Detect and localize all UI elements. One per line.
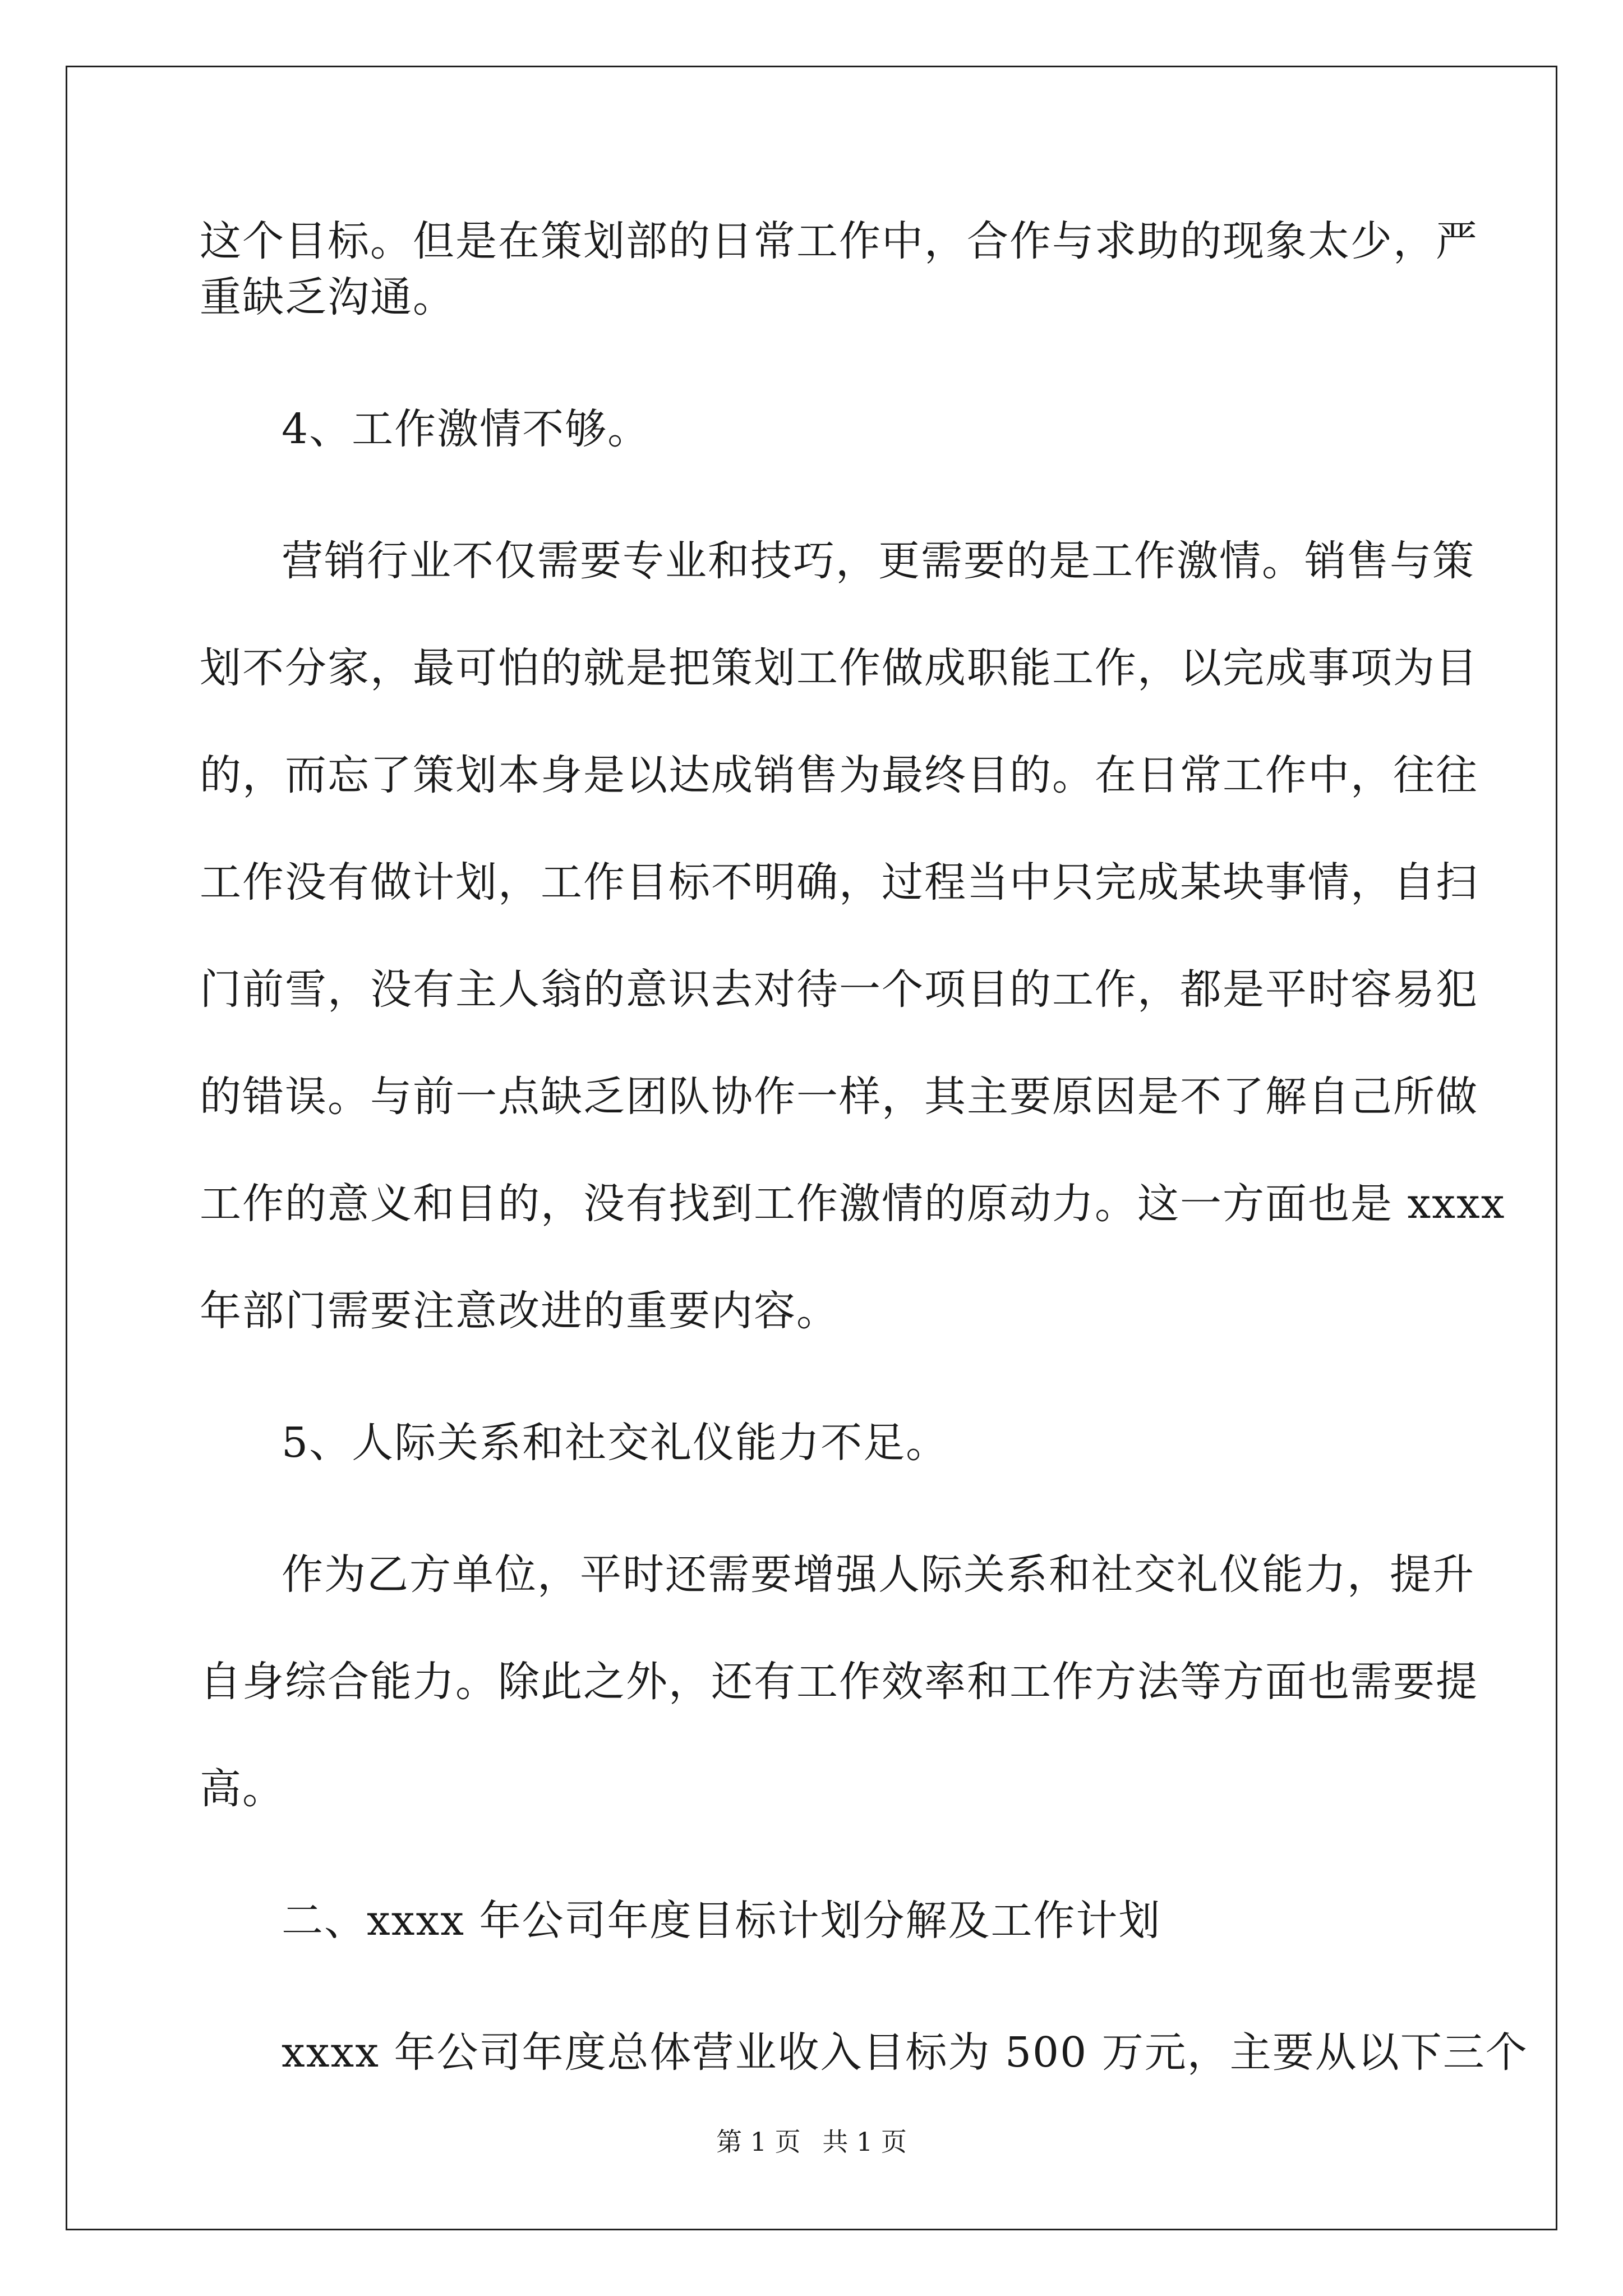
paragraph-line: 工作没有做计划，工作目标不明确，过程当中只完成某块事情，自扫: [200, 858, 1478, 907]
document-body: [200, 213, 1528, 2081]
page-number-current: 第 1 页: [716, 2127, 801, 2157]
paragraph-line: 高。: [200, 1765, 285, 1813]
paragraph-line: 划不分家，最可怕的就是把策划工作做成职能工作，以完成事项为目: [200, 644, 1478, 692]
section-heading: 5、人际关系和社交礼仪能力不足。: [282, 1419, 949, 1467]
paragraph-line: 自身综合能力。除此之外，还有工作效率和工作方法等方面也需要提: [200, 1658, 1478, 1706]
page-number-total: 共 1 页: [822, 2127, 907, 2157]
paragraph-line: 作为乙方单位，平时还需要增强人际关系和社交礼仪能力，提升: [282, 1550, 1475, 1599]
paragraph-line: xxxx 年公司年度总体营业收入目标为 500 万元，主要从以下三个: [282, 2028, 1528, 2077]
paragraph-line: 重缺乏沟通。: [200, 273, 455, 321]
paragraph-line: 这个目标。但是在策划部的日常工作中，合作与求助的现象太少，严: [200, 217, 1478, 265]
paragraph-line: 营销行业不仅需要专业和技巧，更需要的是工作激情。销售与策: [282, 537, 1475, 585]
paragraph-line: 年部门需要注意改进的重要内容。: [200, 1287, 839, 1335]
section-heading: 4、工作激情不够。: [282, 405, 651, 453]
section-heading: 二、xxxx 年公司年度目标计划分解及工作计划: [282, 1897, 1161, 1945]
page-footer: [0, 2122, 1623, 2159]
paragraph-line: 的，而忘了策划本身是以达成销售为最终目的。在日常工作中，往往: [200, 751, 1478, 799]
paragraph-line: 工作的意义和目的，没有找到工作激情的原动力。这一方面也是 xxxx: [200, 1180, 1506, 1228]
paragraph-line: 的错误。与前一点缺乏团队协作一样，其主要原因是不了解自己所做: [200, 1073, 1478, 1121]
paragraph-line: 门前雪，没有主人翁的意识去对待一个项目的工作，都是平时容易犯: [200, 965, 1478, 1014]
